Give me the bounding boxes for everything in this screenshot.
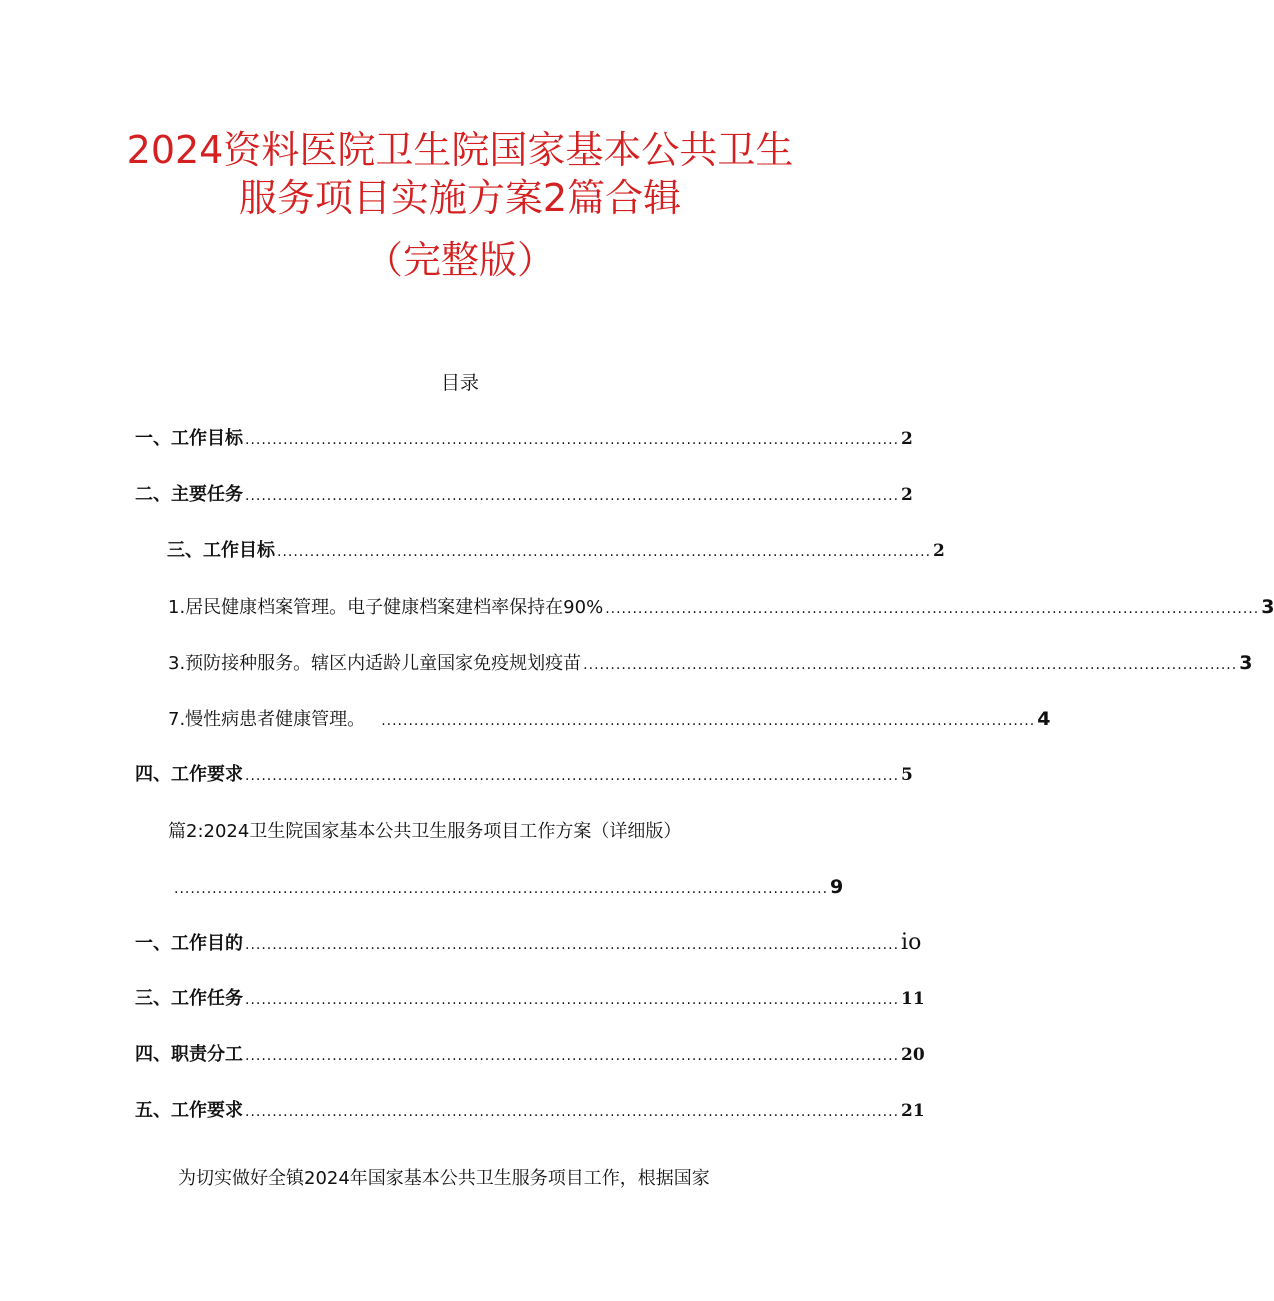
toc-entry[interactable] bbox=[135, 986, 925, 1013]
toc-leader: ........................................................................................................................ bbox=[605, 601, 1260, 617]
toc-entry-part2-title[interactable]: 篇2:2024卫生院国家基本公共卫生服务项目工作方案（详细版） bbox=[168, 821, 682, 842]
toc-leader: ........................................................................................................................ bbox=[381, 713, 1036, 729]
toc-entry-label: 五、工作要求 bbox=[135, 1100, 243, 1121]
toc-entry-page: 3 bbox=[1261, 596, 1274, 618]
toc-entry-part2-leader-row[interactable] bbox=[172, 874, 844, 902]
document-title-line-3: （完整版） bbox=[364, 238, 555, 282]
toc-entry-label: 四、职责分工 bbox=[135, 1044, 243, 1065]
toc-entry-label: 三、工作目标 bbox=[167, 540, 275, 561]
body-paragraph: 为切实做好全镇2024年国家基本公共卫生服务项目工作，根据国家 bbox=[178, 1168, 710, 1189]
toc-leader: ........................................................................................................................ bbox=[245, 1048, 900, 1064]
toc-entry-page: 5 bbox=[901, 765, 913, 785]
document-title-line-2: 服务项目实施方案2篇合辑 bbox=[238, 176, 682, 220]
toc-heading: 目录 bbox=[440, 372, 479, 394]
toc-entry-label: 1.居民健康档案管理。电子健康档案建档率保持在90% bbox=[168, 597, 604, 618]
toc-entry-page: 2 bbox=[933, 541, 945, 561]
toc-leader: ........................................................................................................................ bbox=[245, 1104, 900, 1120]
toc-entry-page: 9 bbox=[830, 876, 844, 898]
toc-entry-page: 2 bbox=[901, 429, 913, 449]
toc-entry-page: 3 bbox=[1239, 652, 1253, 674]
document-title-line-1: 2024资料医院卫生院国家基本公共卫生 bbox=[126, 128, 794, 172]
toc-leader: ........................................................................................................................ bbox=[245, 488, 900, 504]
toc-entry[interactable] bbox=[135, 426, 913, 453]
toc-entry-page: 21 bbox=[901, 1101, 925, 1121]
toc-entry[interactable] bbox=[168, 706, 1051, 734]
toc-leader: ........................................................................................................................ bbox=[583, 657, 1238, 673]
toc-entry[interactable] bbox=[168, 594, 1274, 622]
toc-entry-label: 三、工作任务 bbox=[135, 988, 243, 1009]
toc-entry[interactable] bbox=[135, 1042, 925, 1069]
toc-entry-page: 4 bbox=[1037, 708, 1051, 730]
toc-entry-page: io bbox=[901, 930, 922, 955]
toc-entry[interactable] bbox=[135, 482, 913, 509]
toc-entry[interactable] bbox=[135, 1098, 925, 1125]
toc-entry[interactable] bbox=[167, 538, 945, 565]
toc-entry[interactable] bbox=[135, 762, 913, 789]
toc-leader: ........................................................................................................................ bbox=[245, 432, 900, 448]
toc-leader: ........................................................................................................................ bbox=[245, 937, 900, 953]
toc-leader: ........................................................................................................................ bbox=[245, 992, 900, 1008]
toc-entry-label: 7.慢性病患者健康管理。 bbox=[168, 709, 366, 730]
toc-entry-label: 3.预防接种服务。辖区内适龄儿童国家免疫规划疫苗 bbox=[168, 653, 582, 674]
toc-entry-page: 2 bbox=[901, 485, 913, 505]
toc-leader: ........................................................................................................................ bbox=[245, 768, 900, 784]
toc-leader: ........................................................................................................................ bbox=[277, 544, 932, 560]
toc-entry-page: 20 bbox=[901, 1045, 925, 1065]
toc-entry[interactable] bbox=[135, 930, 922, 958]
toc-leader: ........................................................................................................................ bbox=[174, 881, 829, 897]
toc-entry-label: 四、工作要求 bbox=[135, 764, 243, 785]
toc-entry-label: 二、主要任务 bbox=[135, 484, 243, 505]
toc-entry-label: 一、工作目标 bbox=[135, 428, 243, 449]
toc-entry-page: 11 bbox=[901, 989, 925, 1009]
toc-entry[interactable] bbox=[168, 650, 1253, 678]
toc-entry-label: 一、工作目的 bbox=[135, 933, 243, 954]
